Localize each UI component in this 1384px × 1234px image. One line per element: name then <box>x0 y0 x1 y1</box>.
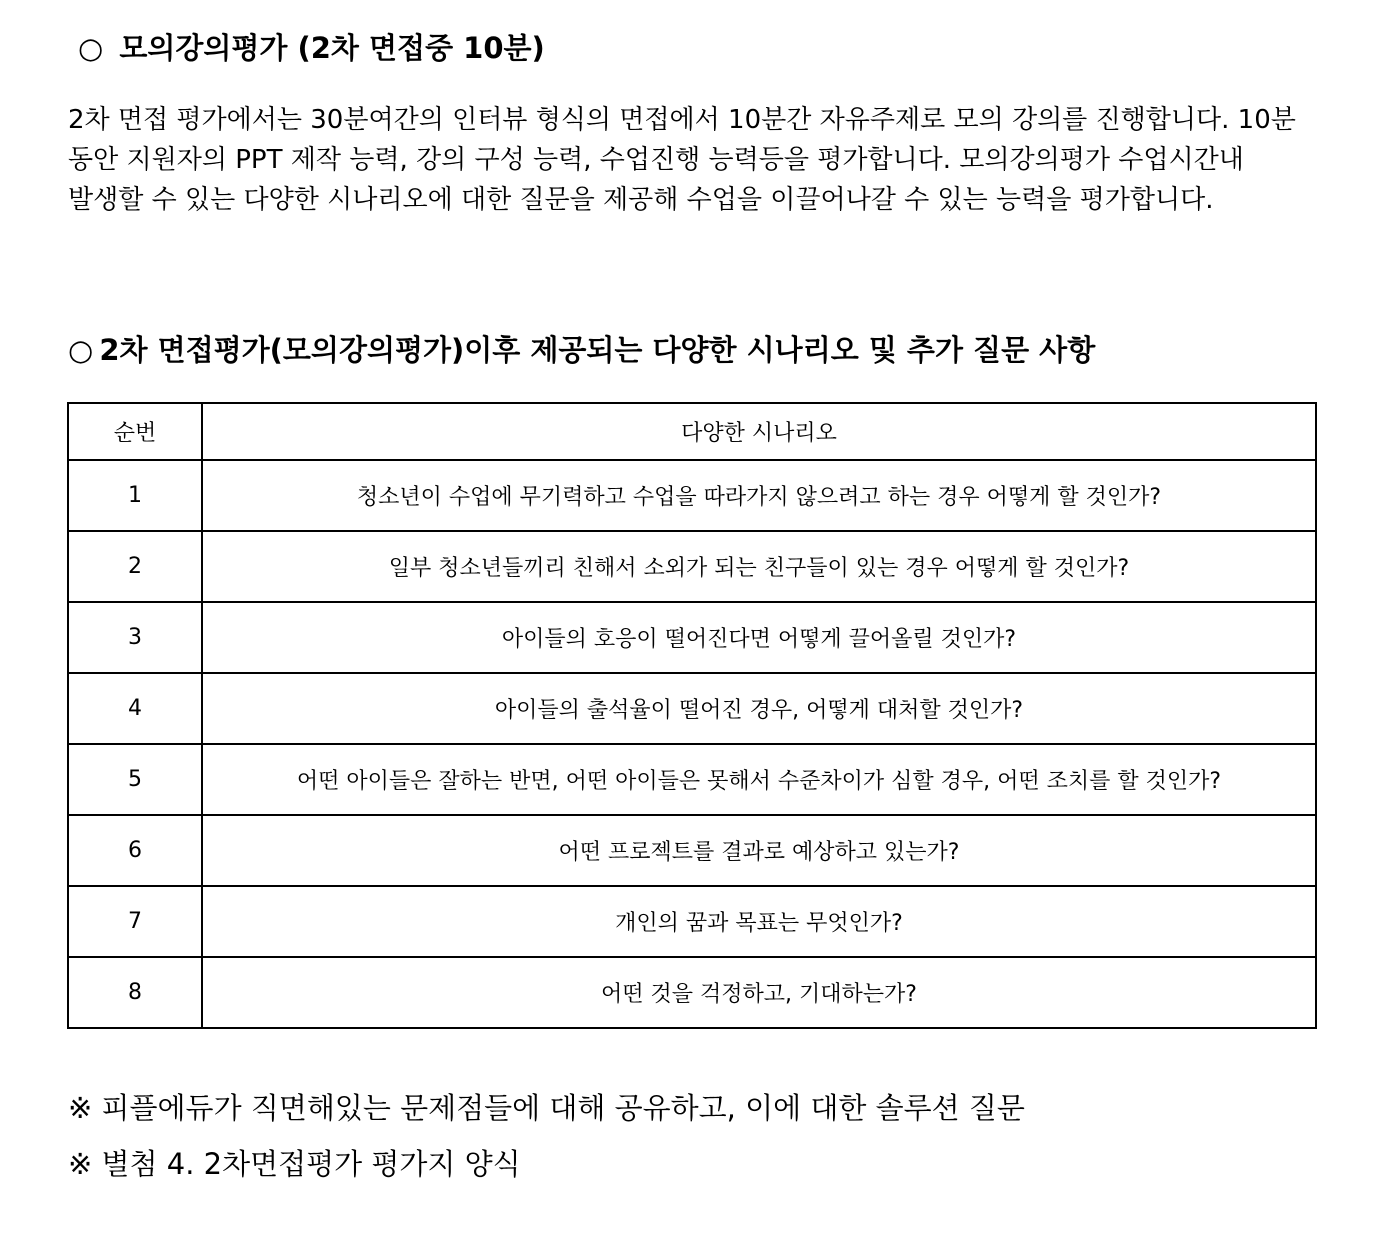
row-number: 2 <box>68 531 202 602</box>
row-number: 8 <box>68 957 202 1028</box>
intro-line: 동안 지원자의 PPT 제작 능력, 강의 구성 능력, 수업진행 능력등을 평가합니다. 모의강의평가 수업시간내 <box>68 145 1244 175</box>
row-number: 1 <box>68 460 202 531</box>
scenario-table <box>67 402 1317 1029</box>
header-number: 순번 <box>68 403 202 460</box>
row-scenario: 아이들의 호응이 떨어진다면 어떻게 끌어올릴 것인가? <box>202 602 1316 673</box>
row-scenario: 개인의 꿈과 목표는 무엇인가? <box>202 886 1316 957</box>
table-row <box>68 886 1316 957</box>
section-heading-text: 2차 면접평가(모의강의평가)이후 제공되는 다양한 시나리오 및 추가 질문 사항 <box>99 333 1096 367</box>
intro-paragraph <box>68 100 1318 220</box>
table-row <box>68 460 1316 531</box>
table-row <box>68 531 1316 602</box>
row-scenario: 어떤 프로젝트를 결과로 예상하고 있는가? <box>202 815 1316 886</box>
row-scenario: 일부 청소년들끼리 친해서 소외가 되는 친구들이 있는 경우 어떻게 할 것인가? <box>202 531 1316 602</box>
note-solution-question: ※ 피플에듀가 직면해있는 문제점들에 대해 공유하고, 이에 대한 솔루션 질문 <box>68 1091 1025 1125</box>
row-scenario: 아이들의 출석율이 떨어진 경우, 어떻게 대처할 것인가? <box>202 673 1316 744</box>
table-row <box>68 957 1316 1028</box>
row-number: 5 <box>68 744 202 815</box>
row-number: 4 <box>68 673 202 744</box>
section-heading-scenarios <box>68 328 1095 369</box>
section-heading-text: 모의강의평가 (2차 면접중 10분) <box>119 31 545 65</box>
row-number: 7 <box>68 886 202 957</box>
row-number: 3 <box>68 602 202 673</box>
intro-line: 2차 면접 평가에서는 30분여간의 인터뷰 형식의 면접에서 10분간 자유주제로 모의 강의를 진행합니다. 10분 <box>68 105 1296 135</box>
row-scenario: 어떤 것을 걱정하고, 기대하는가? <box>202 957 1316 1028</box>
intro-line: 발생할 수 있는 다양한 시나리오에 대한 질문을 제공해 수업을 이끌어나갈 수 있는 능력을 평가합니다. <box>68 185 1214 215</box>
header-scenario: 다양한 시나리오 <box>202 403 1316 460</box>
row-scenario: 청소년이 수업에 무기력하고 수업을 따라가지 않으려고 하는 경우 어떻게 할 것인가? <box>202 460 1316 531</box>
table-row <box>68 602 1316 673</box>
table-row <box>68 744 1316 815</box>
note-attachment: ※ 별첨 4. 2차면접평가 평가지 양식 <box>68 1147 521 1181</box>
circle-bullet-icon: ○ <box>68 333 94 367</box>
row-number: 6 <box>68 815 202 886</box>
table-row <box>68 815 1316 886</box>
table-header-row <box>68 403 1316 460</box>
section-heading-mock-lecture <box>78 26 545 67</box>
circle-bullet-icon: ○ <box>78 31 104 65</box>
row-scenario: 어떤 아이들은 잘하는 반면, 어떤 아이들은 못해서 수준차이가 심할 경우, 어떤 조치를 할 것인가? <box>202 744 1316 815</box>
table-row <box>68 673 1316 744</box>
